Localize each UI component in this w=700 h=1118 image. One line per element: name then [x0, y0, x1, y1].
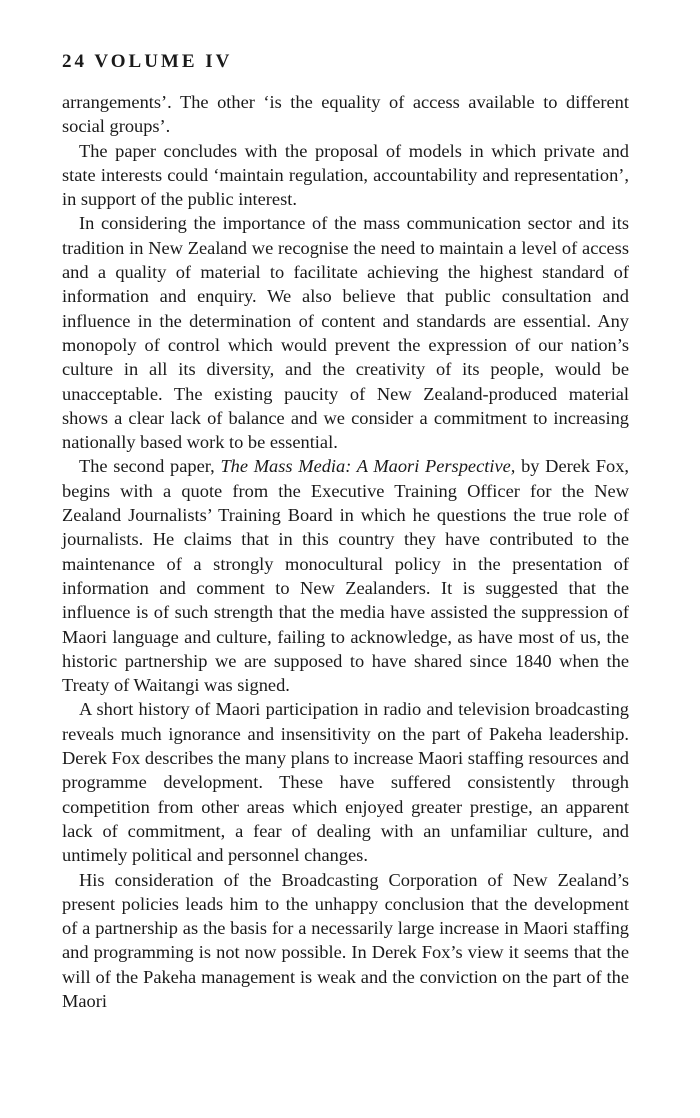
volume-label: VOLUME IV: [94, 51, 233, 72]
paragraph-5: A short history of Maori participation in radio and television broadcasting reveals much ignorance and insensitivity on the part of Pakeha leadership. Derek Fox describes the many plans to increase Maori staffing resources and programme development. These have suffered consistently through competition from other areas which enjoyed greater prestige, an apparent lack of commitment, a fear of dealing with an unfamiliar culture, and untimely political and personnel changes.: [62, 699, 629, 866]
page-number: 24: [62, 51, 87, 72]
cited-paper-title: The Mass Media: A Maori Perspective,: [220, 456, 516, 477]
paragraph-4: [62, 454, 629, 697]
paragraph-4-body: by Derek Fox, begins with a quote from the Executive Training Officer for the New Zealand Journalists’ Training Board in which he questions the true role of journalists. He claims that in this country they have contributed to the maintenance of a strongly monocultural policy in the presentation of information and comment to New Zealanders. It is suggested that the influence is of such strength that the media have assisted the suppression of Maori language and culture, failing to acknowledge, as have most of us, the historic partnership we are supposed to have shared since 1840 when the Treaty of Waitangi was signed.: [62, 456, 629, 696]
paragraph-2: The paper concludes with the proposal of models in which private and state interests could ‘maintain regulation, accountability and representation’, in support of the public interest.: [62, 140, 629, 210]
paragraph-4-intro: The second paper,: [79, 456, 221, 477]
paragraph-3: In considering the importance of the mass communication sector and its tradition in New Zealand we recognise the need to maintain a level of access and a quality of material to facilitate achieving the highest standard of information and enquiry. We also believe that public consultation and influence in the determination of content and standards are essential. Any monopoly of control which would prevent the expression of our nation’s culture in all its diversity, and the creativity of its people, would be unacceptable. The existing paucity of New Zealand-produced material shows a clear lack of balance and we consider a commitment to increasing nationally based work to be essential.: [62, 213, 629, 453]
running-head: [62, 52, 232, 72]
paragraph-6: His consideration of the Broadcasting Corporation of New Zealand’s present policies leads him to the unhappy conclusion that the development of a partnership as the basis for a necessarily large increase in Maori staffing and programming is not now possible. In Derek Fox’s view it seems that the will of the Pakeha management is weak and the conviction on the part of the Maori: [62, 869, 629, 1011]
paragraph-1: arrangements’. The other ‘is the equality of access available to different social groups’.: [62, 92, 629, 137]
body-text: [62, 90, 629, 1013]
